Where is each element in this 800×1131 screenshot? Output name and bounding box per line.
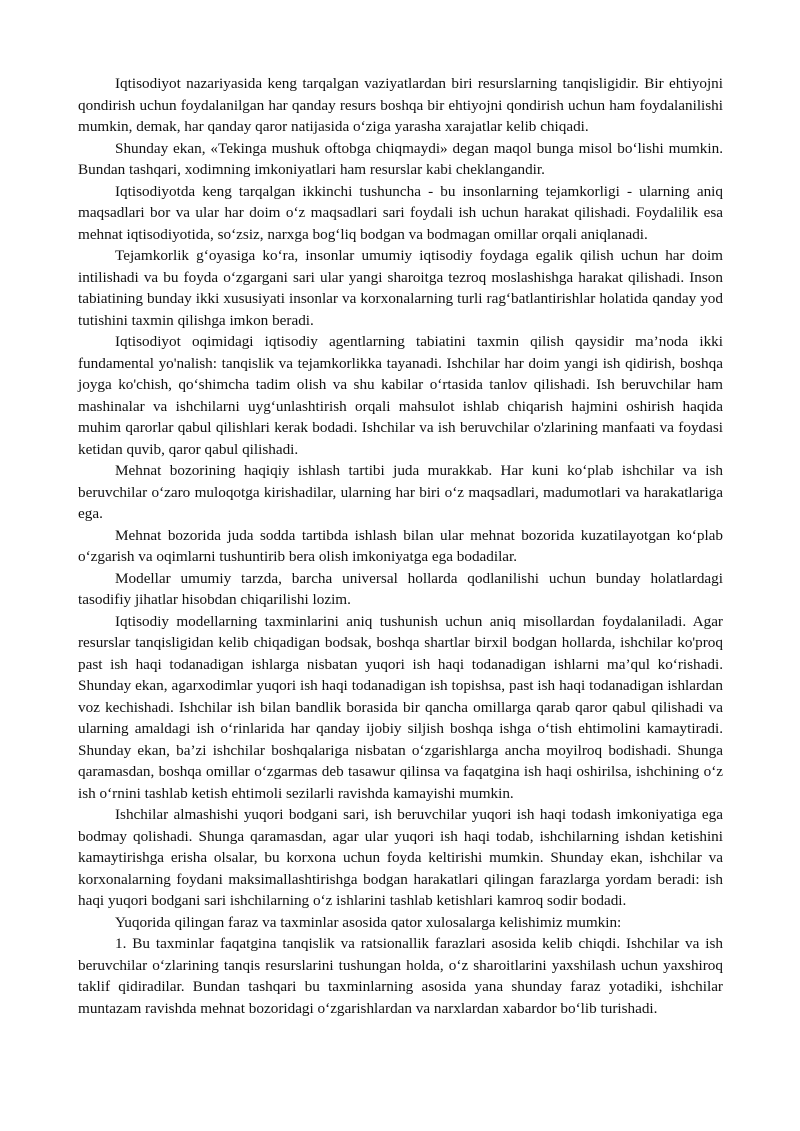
paragraph: Ishchilar almashishi yuqori bodgani sari, ish beruvchilar yuqori ish haqi todash imkoniyatiga ega bodmay qolishadi. Shunga qaramasdan, agar ular yuqori ish haqi todab, ishchilarning ishdan ketishini kamaytirishga erisha olsalar, bu korxona uchun foyda keltirishi mumkin. Shunday ekan, ishchilar va korxonalarning foydani maksimallashtirishga bodgan harakatlari qilingan farazlarga yordam beradi: ish haqi yuqori bodgani sari ishchilarning o‘z ishlarini tashlab ketishlari kamroq sodir bodadi. bbox=[78, 806, 723, 909]
paragraph: Mehnat bozorining haqiqiy ishlash tartibi juda murakkab. Har kuni ko‘plab ishchilar va ish beruvchilar o‘zaro muloqotga kirishadilar, ularning har biri o‘z maqsadlari, madumotlari va harakatlariga ega. bbox=[78, 462, 723, 522]
paragraph: Mehnat bozorida juda sodda tartibda ishlash bilan ular mehnat bozorida kuzatilayotgan ko‘plab o‘zgarish va oqimlarni tushuntirib bera olish imkoniyatga ega bodadilar. bbox=[78, 526, 723, 565]
document-page bbox=[78, 73, 723, 1019]
paragraph: Tejamkorlik g‘oyasiga ko‘ra, insonlar umumiy iqtisodiy foydaga egalik qilish uchun har doim intilishadi va bu foyda o‘zgargani sari ular yangi sharoitga tezroq moslashishga harakat qilishadi. Inson tabiatining bunday ikki xususiyati insonlar va korxonalarning turli rag‘batlantirishlar holatida qanday yod tutishini taxmin qilishga imkon beradi. bbox=[78, 247, 723, 329]
paragraph: Shunday ekan, «Tekinga mushuk oftobga chiqmaydi» degan maqol bunga misol bo‘lishi mumkin. Bundan tashqari, xodimning imkoniyatlari ham resurslar kabi cheklangandir. bbox=[78, 139, 723, 178]
paragraph: Modellar umumiy tarzda, barcha universal hollarda qodlanilishi uchun bunday holatlardagi tasodifiy jihatlar hisobdan chiqarilishi lozim. bbox=[78, 569, 723, 608]
paragraph: Iqtisodiyot oqimidagi iqtisodiy agentlarning tabiatini taxmin qilish qaysidir ma’noda ikki fundamental yo'nalish: tanqislik va tejamkorlikka tayanadi. Ishchilar har doim yangi ish qidirish, boshqa joyga ko'chish, qo‘shimcha tadim olish va shu kabilar o‘rtasida tanlov qilishadi. Ish beruvchilar ham mashinalar va ishchilarni uyg‘unlashtirish orqali mahsulot ishlab chiqarish hajmini oshirish haqida muhim qarorlar qabul qilishlari kerak bodadi. Ishchilar va ish beruvchilar o'zlarining manfaati va foydasi ketidan quvib, qaror qabul qilishadi. bbox=[78, 333, 723, 458]
paragraph: Iqtisodiyotda keng tarqalgan ikkinchi tushuncha - bu insonlarning tejamkorligi - ularning aniq maqsadlari bor va ular har doim o‘z maqsadlari sari foydali ish uchun harakat qilishadi. Foydalilik esa mehnat iqtisodiyotida, so‘zsiz, narxga bog‘liq bodgan va bodmagan omillar orqali aniqlanadi. bbox=[78, 182, 723, 243]
paragraph: Iqtisodiyot nazariyasida keng tarqalgan vaziyatlardan biri resurslarning tanqisligidir. Bir ehtiyojni qondirish uchun foydalanilgan har qanday resurs boshqa bir ehtiyojni qondirish uchun ham foydalanilishi mumkin, demak, har qanday qaror natijasida o‘ziga yarasha xarajatlar kelib chiqadi. bbox=[78, 75, 723, 135]
paragraph: Yuqorida qilingan faraz va taxminlar asosida qator xulosalarga kelishimiz mumkin: bbox=[115, 913, 622, 931]
paragraph: Iqtisodiy modellarning taxminlarini aniq tushunish uchun aniq misollardan foydalaniladi. Agar resurslar tanqisligidan kelib chiqadigan bodsak, boshqa shartlar birxil bodgan hollarda, ishchilar ko'proq past ish haqi todanadigan ishlarga nisbatan yuqori ish haqi todanadigan ishlarni ma’qul ko‘rishadi. Shunday ekan, agarxodimlar yuqori ish haqi todanadigan ish topishsa, past ish haqi todanadigan ishlardan voz kechishadi. Ishchilar ish bilan bandlik borasida bir qancha omillarga qarab qaror qabul qilishadi va ularning amaldagi ish o‘rinlarida har qanday ijobiy siljish boshqa ishga o‘tish ehtimolini kamaytiradi. Shunday ekan, ba’zi ishchilar boshqalariga nisbatan o‘zgarishlarga ancha moyilroq bodishadi. Shunga qaramasdan, boshqa omillar o‘zgarmas deb tasawur qilinsa va faqatgina ish haqi oshirilsa, ishchining o‘z ish o‘rnini tashlab ketish ehtimoli sezilarli ravishda kamayishi mumkin. bbox=[78, 612, 723, 802]
numbered-paragraph: 1. Bu taxminlar faqatgina tanqislik va ratsionallik farazlari asosida kelib chiqdi. Ishchilar va ish beruvchilar o‘zlarining tanqis resurslarini tushungan holda, o‘z sharoitlarini yaxshilash uchun yaxshiroq taklif qidiradilar. Bundan tashqari bu taxminlarning asosida yana shunday faraz yotadiki, ishchilar muntazam ravishda mehnat bozoridagi o‘zgarishlardan va narxlardan xabardor bo‘lib turishadi. bbox=[78, 935, 723, 1017]
